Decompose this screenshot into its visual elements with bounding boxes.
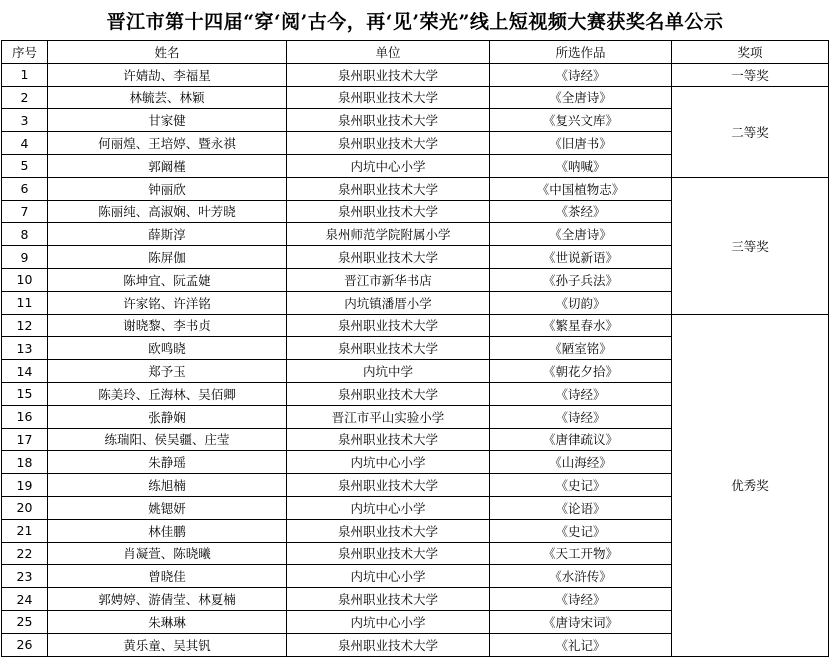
row-unit: 内坑镇潘厝小学 (287, 291, 490, 314)
row-no: 11 (2, 291, 48, 314)
row-work: 《中国植物志》 (490, 177, 672, 200)
row-no: 6 (2, 177, 48, 200)
row-no: 8 (2, 223, 48, 246)
row-name: 林佳鹏 (48, 519, 287, 542)
row-work: 《诗经》 (490, 382, 672, 405)
row-no: 9 (2, 246, 48, 269)
row-name: 林毓芸、林颖 (48, 86, 287, 109)
row-unit: 内坑中学 (287, 360, 490, 383)
row-no: 3 (2, 109, 48, 132)
table-row (2, 314, 829, 337)
row-name: 曾晓佳 (48, 565, 287, 588)
row-work: 《朝花夕拾》 (490, 360, 672, 383)
row-name: 欧鸣晓 (48, 337, 287, 360)
row-name: 练旭楠 (48, 474, 287, 497)
row-no: 26 (2, 633, 48, 656)
award-cell: 一等奖 (672, 63, 829, 86)
row-unit: 泉州职业技术大学 (287, 132, 490, 155)
row-unit: 泉州职业技术大学 (287, 474, 490, 497)
row-work: 《繁星春水》 (490, 314, 672, 337)
row-work: 《陋室铭》 (490, 337, 672, 360)
row-no: 24 (2, 588, 48, 611)
row-name: 肖凝萱、陈晓曦 (48, 542, 287, 565)
row-unit: 泉州职业技术大学 (287, 314, 490, 337)
row-name: 薛斯淳 (48, 223, 287, 246)
row-work: 《呐喊》 (490, 154, 672, 177)
award-cell: 优秀奖 (672, 314, 829, 656)
row-unit: 泉州职业技术大学 (287, 337, 490, 360)
header-no: 序号 (2, 41, 48, 64)
row-name: 陈屏伽 (48, 246, 287, 269)
row-name: 郑予玉 (48, 360, 287, 383)
row-work: 《论语》 (490, 496, 672, 519)
row-name: 陈美玲、丘海林、吴佰卿 (48, 382, 287, 405)
row-work: 《复兴文库》 (490, 109, 672, 132)
row-work: 《唐诗宋词》 (490, 610, 672, 633)
row-unit: 泉州职业技术大学 (287, 109, 490, 132)
row-work: 《诗经》 (490, 63, 672, 86)
row-name: 朱静瑶 (48, 451, 287, 474)
row-work: 《史记》 (490, 519, 672, 542)
row-work: 《茶经》 (490, 200, 672, 223)
row-unit: 内坑中心小学 (287, 610, 490, 633)
row-name: 郭娉婷、游倩莹、林夏楠 (48, 588, 287, 611)
row-work: 《水浒传》 (490, 565, 672, 588)
row-no: 12 (2, 314, 48, 337)
row-no: 2 (2, 86, 48, 109)
row-no: 21 (2, 519, 48, 542)
row-unit: 泉州职业技术大学 (287, 177, 490, 200)
header-work: 所选作品 (490, 41, 672, 64)
row-name: 谢晓黎、李书贞 (48, 314, 287, 337)
row-unit: 内坑中心小学 (287, 496, 490, 519)
row-no: 15 (2, 382, 48, 405)
row-work: 《天工开物》 (490, 542, 672, 565)
row-no: 25 (2, 610, 48, 633)
document-title: 晋江市第十四届“穿‘阅’古今，再‘见’荣光”线上短视频大赛获奖名单公示 (106, 10, 724, 33)
row-unit: 晋江市平山实验小学 (287, 405, 490, 428)
row-name: 黄乐童、吴其钒 (48, 633, 287, 656)
row-unit: 泉州职业技术大学 (287, 428, 490, 451)
row-no: 19 (2, 474, 48, 497)
award-cell: 二等奖 (672, 86, 829, 177)
row-name: 钟丽欣 (48, 177, 287, 200)
row-work: 《山海经》 (490, 451, 672, 474)
row-unit: 泉州职业技术大学 (287, 246, 490, 269)
row-no: 1 (2, 63, 48, 86)
header-unit: 单位 (287, 41, 490, 64)
row-no: 10 (2, 268, 48, 291)
table-row (2, 63, 829, 86)
row-name: 练瑞阳、侯吴疆、庄莹 (48, 428, 287, 451)
table-row (2, 177, 829, 200)
row-unit: 泉州职业技术大学 (287, 382, 490, 405)
row-unit: 泉州师范学院附属小学 (287, 223, 490, 246)
row-no: 13 (2, 337, 48, 360)
row-work: 《史记》 (490, 474, 672, 497)
header-award: 奖项 (672, 41, 829, 64)
row-unit: 泉州职业技术大学 (287, 519, 490, 542)
row-unit: 泉州职业技术大学 (287, 200, 490, 223)
row-work: 《旧唐书》 (490, 132, 672, 155)
row-unit: 内坑中心小学 (287, 565, 490, 588)
row-work: 《全唐诗》 (490, 86, 672, 109)
row-work: 《诗经》 (490, 588, 672, 611)
row-name: 陈丽纯、高淑娴、叶芳晓 (48, 200, 287, 223)
row-unit: 泉州职业技术大学 (287, 588, 490, 611)
row-work: 《诗经》 (490, 405, 672, 428)
row-name: 姚锶妍 (48, 496, 287, 519)
row-no: 23 (2, 565, 48, 588)
row-name: 许家铭、许洋铭 (48, 291, 287, 314)
row-name: 朱琳琳 (48, 610, 287, 633)
row-unit: 泉州职业技术大学 (287, 63, 490, 86)
row-work: 《唐律疏议》 (490, 428, 672, 451)
row-work: 《切韵》 (490, 291, 672, 314)
row-unit: 泉州职业技术大学 (287, 633, 490, 656)
row-work: 《全唐诗》 (490, 223, 672, 246)
row-no: 4 (2, 132, 48, 155)
row-no: 22 (2, 542, 48, 565)
row-no: 17 (2, 428, 48, 451)
row-work: 《孙子兵法》 (490, 268, 672, 291)
row-work: 《世说新语》 (490, 246, 672, 269)
row-no: 14 (2, 360, 48, 383)
row-name: 郭阚槿 (48, 154, 287, 177)
row-name: 何丽煌、王培婷、暨永祺 (48, 132, 287, 155)
row-unit: 内坑中心小学 (287, 154, 490, 177)
row-name: 许婧劼、李福星 (48, 63, 287, 86)
row-work: 《礼记》 (490, 633, 672, 656)
row-unit: 泉州职业技术大学 (287, 542, 490, 565)
table-row (2, 86, 829, 109)
row-no: 18 (2, 451, 48, 474)
row-no: 7 (2, 200, 48, 223)
row-name: 陈坤宜、阮孟婕 (48, 268, 287, 291)
row-no: 5 (2, 154, 48, 177)
row-unit: 内坑中心小学 (287, 451, 490, 474)
table-header-row (2, 41, 829, 64)
award-list-table (1, 40, 829, 657)
row-no: 16 (2, 405, 48, 428)
header-name: 姓名 (48, 41, 287, 64)
row-no: 20 (2, 496, 48, 519)
row-unit: 泉州职业技术大学 (287, 86, 490, 109)
row-name: 张静娴 (48, 405, 287, 428)
award-cell: 三等奖 (672, 177, 829, 314)
row-name: 甘家健 (48, 109, 287, 132)
row-unit: 晋江市新华书店 (287, 268, 490, 291)
